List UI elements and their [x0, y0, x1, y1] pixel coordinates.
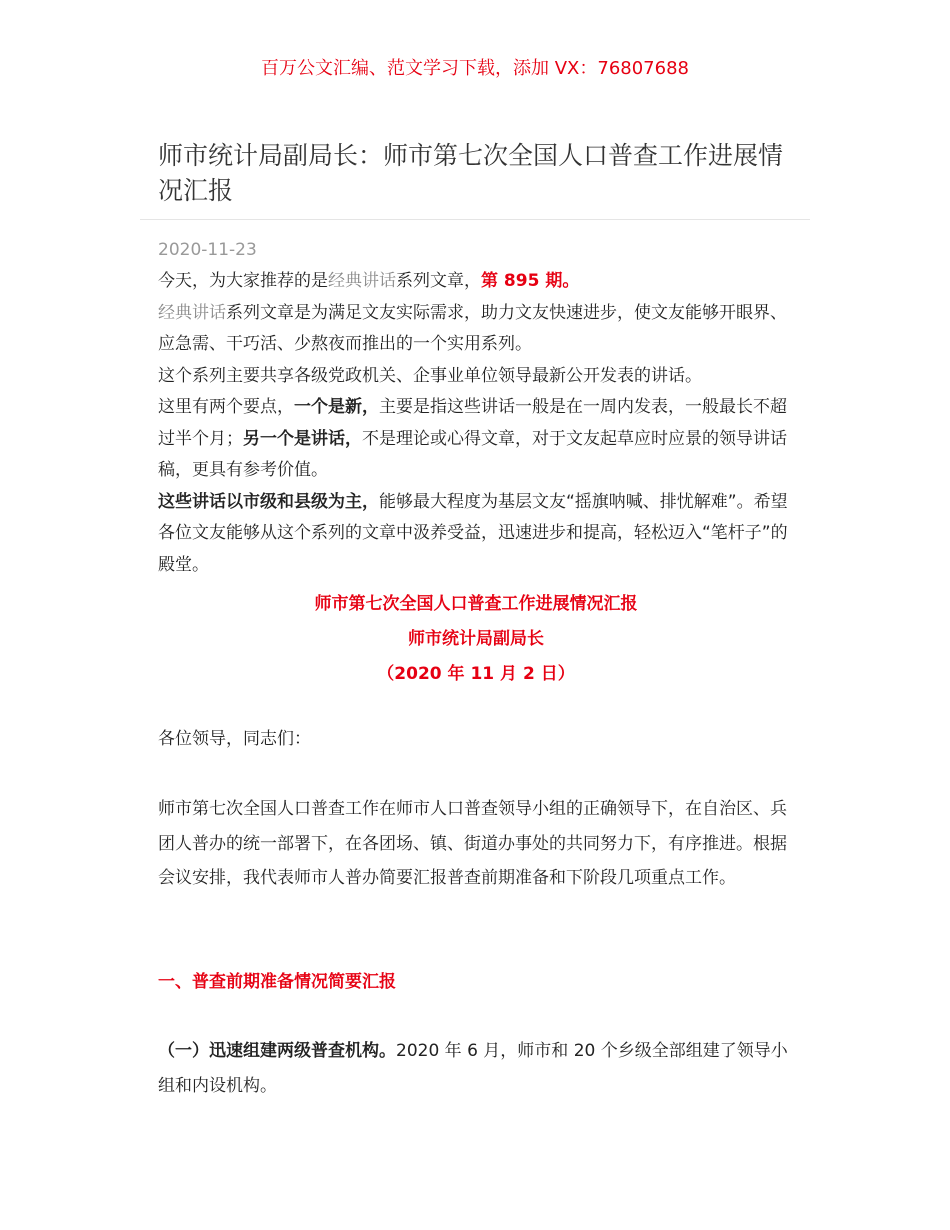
- subsection-text: 2020 年 6 月，师市和 20 个乡级全部组建了领导小组和内设机构。: [158, 1041, 788, 1096]
- publish-date: 2020-11-23: [158, 240, 257, 260]
- series-name: 经典讲话: [158, 302, 226, 323]
- promo-banner: 百万公文汇编、范文学习下载，添加 VX：76807688: [261, 58, 689, 79]
- speech-speaker: 师市统计局副局长: [408, 629, 544, 649]
- speech-heading-block: [158, 587, 794, 692]
- intro-text: 今天，为大家推荐的是: [158, 271, 328, 291]
- issue-number: 第 895 期。: [481, 271, 580, 291]
- speech-date: （2020 年 11 月 2 日）: [377, 664, 575, 684]
- point-one: 一个是新，: [294, 397, 379, 417]
- intro-line-focus: [158, 487, 794, 582]
- intro-section: [158, 266, 794, 581]
- intro-text: 系列文章，: [396, 271, 481, 291]
- subsection-title: （一）迅速组建两级普查机构。: [158, 1041, 396, 1061]
- intro-text: 能够最大程度为基层文友“摇旗呐喊、排忧解难”。希望各位文友能够从这个系列的文章中汲养受益，迅速进步和提高，轻松迈入“笔杆子”的殿堂。: [158, 491, 788, 575]
- section-heading-1: 一、普查前期准备情况简要汇报: [158, 972, 396, 992]
- intro-text: 系列文章是为满足文友实际需求，助力文友快速进步，使文友能够开眼界、应急需、干巧活、少熬夜而推出的一个实用系列。: [158, 302, 787, 354]
- paragraph-opening: 师市第七次全国人口普查工作在师市人口普查领导小组的正确领导下，在自治区、兵团人普办的统一部署下，在各团场、镇、街道办事处的共同努力下，有序推进。根据会议安排，我代表师市人普办简要汇报普查前期准备和下阶段几项重点工作。: [158, 799, 787, 888]
- intro-text: 主要是指这些讲话一般是在一周内发表，一般最长不超过半个月；: [158, 397, 787, 449]
- paragraph-subsection-1: [158, 1034, 794, 1103]
- focus-bold: 这些讲话以市级和县级为主，: [158, 491, 379, 512]
- series-name: 经典讲话: [328, 271, 396, 291]
- speech-heading: 师市第七次全国人口普查工作进展情况汇报: [314, 594, 638, 614]
- intro-line-points: [158, 392, 794, 487]
- intro-text: 不是理论或心得文章，对于文友起草应时应景的领导讲话稿，更具有参考价值。: [158, 428, 787, 480]
- point-two: 另一个是讲话，: [243, 428, 362, 449]
- article-title: 师市统计局副局长：师市第七次全国人口普查工作进展情况汇报: [158, 141, 784, 205]
- intro-line-recommend: [158, 266, 794, 298]
- title-divider: [140, 219, 810, 220]
- intro-text: 这里有两个要点，: [158, 397, 294, 417]
- intro-line-scope: 这个系列主要共享各级党政机关、企事业单位领导最新公开发表的讲话。: [158, 365, 702, 386]
- intro-line-purpose: [158, 298, 794, 361]
- salutation: 各位领导，同志们：: [158, 729, 311, 749]
